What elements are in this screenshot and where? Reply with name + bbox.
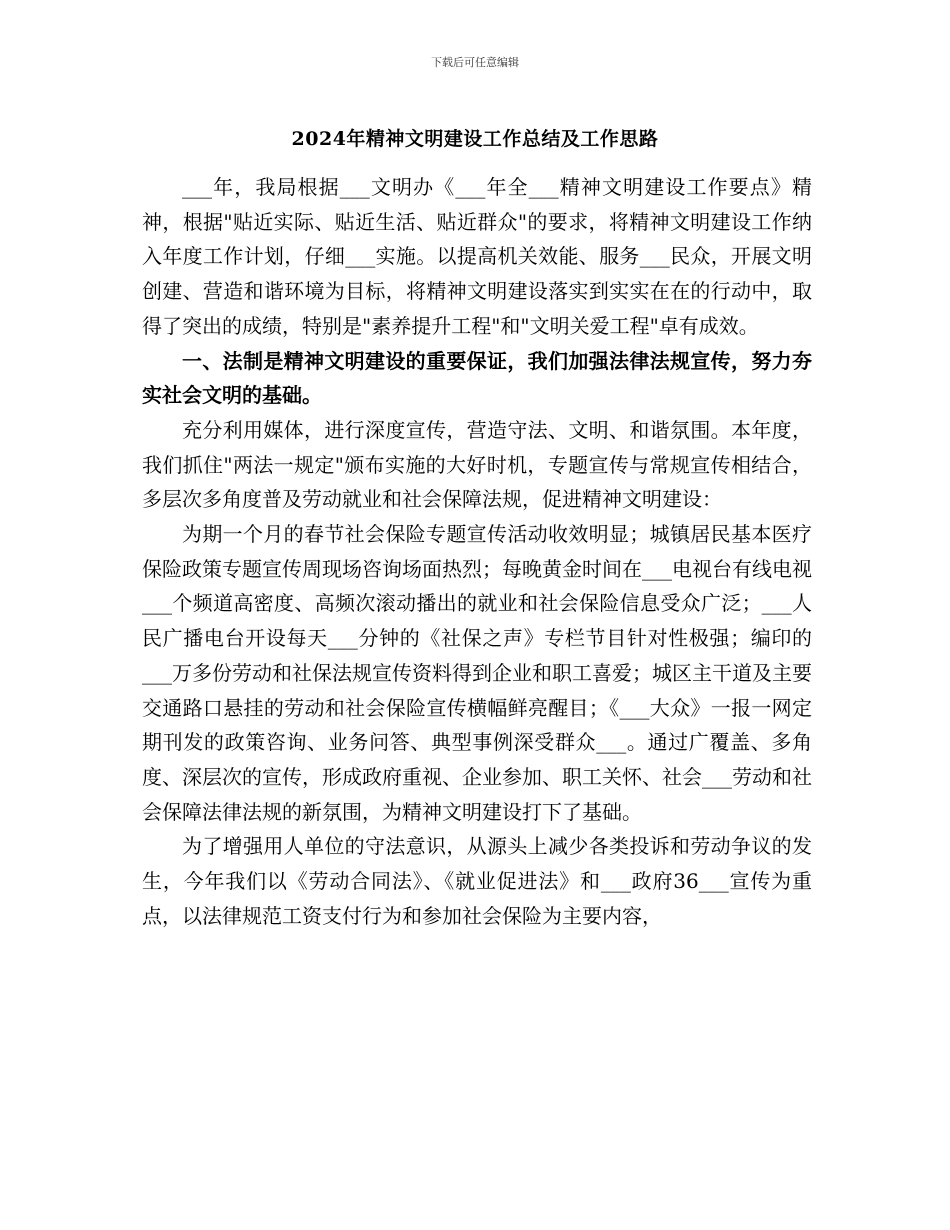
paragraph-legal-awareness: 为了增强用人单位的守法意识，从源头上减少各类投诉和劳动争议的发生，今年我们以《劳动合同法》、《就业促进法》和___政府36___宣传为重点，以法律规范工资支付行为和参加社会保险为主要内容， — [142, 834, 812, 928]
paragraph-intro: ___年，我局根据___文明办《___年全___精神文明建设工作要点》精神，根据"贴近实际、贴近生活、贴近群众"的要求，将精神文明建设工作纳入年度工作计划，仔细___实施。以提高机关效能、服务___民众，开展文明创建、营造和谐环境为目标，将精神文明建设落实到实实在在的行动中，取得了突出的成绩，特别是"素养提升工程"和"文明关爱工程"卓有成效。 — [142, 175, 812, 338]
section-heading-1: 一、法制是精神文明建设的重要保证，我们加强法律法规宣传，努力夯实社会文明的基础。 — [142, 348, 812, 408]
paragraph-campaign-details: 为期一个月的春节社会保险专题宣传活动收效明显；城镇居民基本医疗保险政策专题宣传周现场咨询场面热烈；每晚黄金时间在___电视台有线电视___个频道高密度、高频次滚动播出的就业和社会保险信息受众广泛；___人民广播电台开设每天___分钟的《社保之声》专栏节目针对性极强；编印的___万多份劳动和社保法规宣传资料得到企业和职工喜爱；城区主干道及主要交通路口悬挂的劳动和社会保险宣传横幅鲜亮醒目；《___大众》一报一网定期刊发的政策咨询、业务问答、典型事例深受群众___。通过广覆盖、多角度、深层次的宣传，形成政府重视、企业参加、职工关怀、社会___劳动和社会保障法律法规的新氛围，为精神文明建设打下了基础。 — [142, 522, 812, 824]
document-body — [142, 170, 812, 933]
document-title: 2024年精神文明建设工作总结及工作思路 — [291, 128, 659, 150]
paragraph-media-publicity: 充分利用媒体，进行深度宣传，营造守法、文明、和谐氛围。本年度，我们抓住"两法一规定"颁布实施的大好时机，专题宣传与常规宣传相结合，多层次多角度普及劳动就业和社会保障法规，促进精神文明建设： — [142, 417, 812, 512]
header-note: 下载后可任意编辑 — [431, 56, 519, 69]
